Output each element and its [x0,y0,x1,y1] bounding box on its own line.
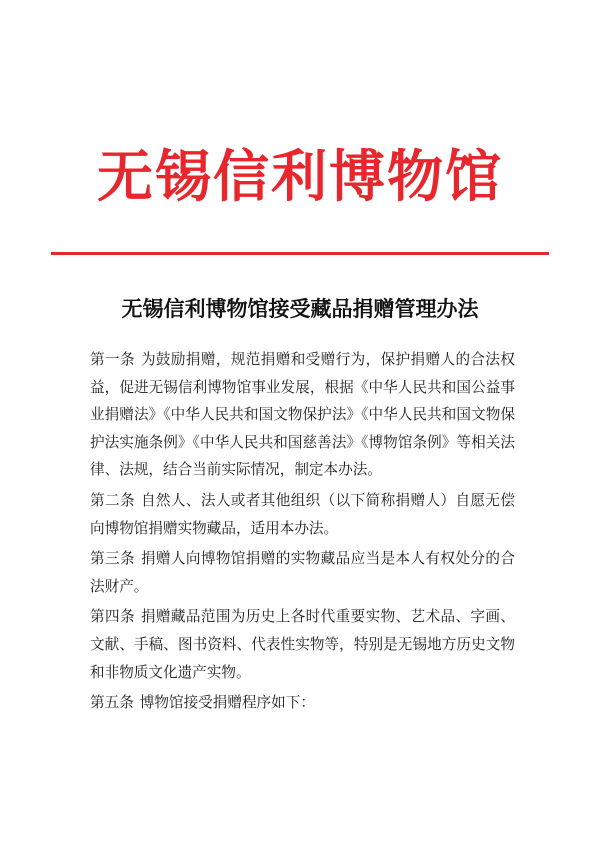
article-5 [90,689,515,717]
article-1 [90,346,515,484]
article-text: 捐赠藏品范围为历史上各时代重要实物、艺术品、字画、文献、手稿、图书资料、代表性实物等，特别是无锡地方历史文物和非物质文化遗产实物。 [90,608,515,681]
article-text: 自然人、法人或者其他组织（以下简称捐赠人）自愿无偿向博物馆捐赠实物藏品，适用本办法。 [90,491,515,537]
museum-masthead: 无锡信利博物馆 [97,144,503,210]
article-number: 第一条 [90,351,135,368]
document-title: 无锡信利博物馆接受藏品捐赠管理办法 [121,296,479,321]
document-body [90,346,515,720]
article-4 [90,603,515,686]
article-text: 博物馆接受捐赠程序如下： [139,694,315,712]
article-number: 第三条 [90,550,135,568]
article-text: 为鼓励捐赠，规范捐赠和受赠行为，保护捐赠人的合法权益，促进无锡信利博物馆事业发展，根据《中华人民共和国公益事业捐赠法》《中华人民共和国文物保护法》《中华人民共和国文物保护法实施条例》《中华人民共和国慈善法》《博物馆条例》等相关法律、法规，结合当前实际情况，制定本办法。 [90,351,515,479]
article-text: 捐赠人向博物馆捐赠的实物藏品应当是本人有权处分的合法财产。 [90,550,515,595]
article-2 [90,487,515,542]
article-number: 第四条 [90,608,135,626]
article-3 [90,545,515,600]
article-number: 第五条 [90,694,134,712]
header-divider [51,252,549,255]
article-number: 第二条 [90,491,135,509]
